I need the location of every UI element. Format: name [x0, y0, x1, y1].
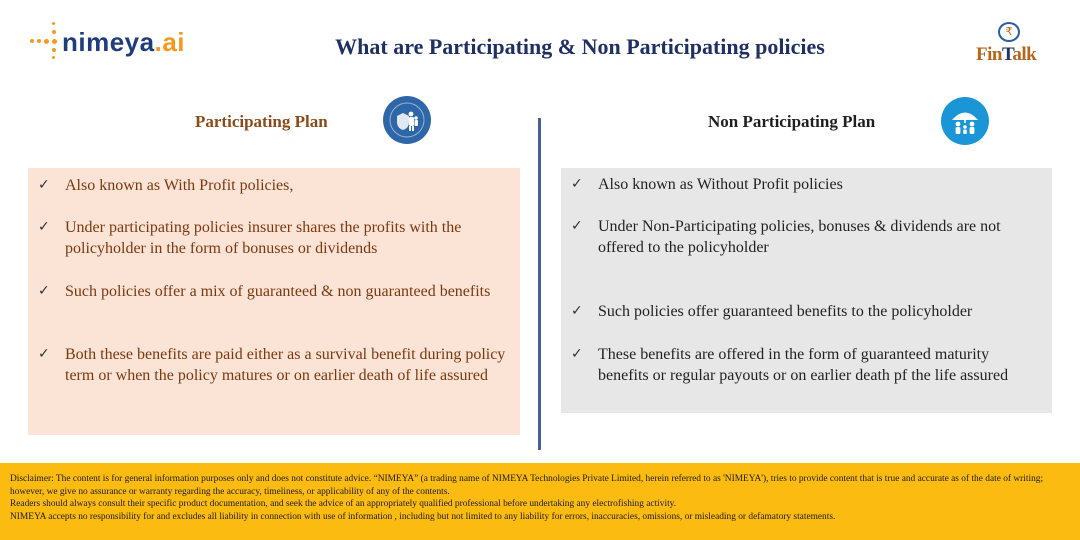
disclaimer-footer	[0, 463, 1080, 540]
participating-point	[38, 281, 508, 302]
participating-point	[38, 217, 508, 259]
check-icon: ✓	[571, 303, 583, 319]
family-shield-icon	[383, 96, 431, 144]
non-participating-point-text: Also known as Without Profit policies	[598, 176, 843, 193]
non-participating-point	[571, 216, 1041, 258]
non-participating-point	[571, 301, 1041, 322]
rupee-bubble-icon: ₹	[998, 22, 1020, 42]
fintalk-suffix: alk	[1012, 44, 1037, 65]
check-icon: ✓	[38, 283, 50, 299]
participating-point-text: Such policies offer a mix of guaranteed & non guaranteed benefits	[65, 283, 491, 300]
disclaimer-text: Readers should always consult their specific product documentation, and seek the advice of an appropriately qualified professional before undertaking any electrofishing activity.	[10, 499, 677, 510]
brand-suffix: .ai	[154, 26, 186, 57]
participating-point	[38, 344, 508, 386]
fintalk-t: T	[1001, 44, 1013, 65]
fintalk-prefix: Fin	[976, 44, 1002, 65]
participating-point-text: Under participating policies insurer shares the profits with the policyholder in the form of bonuses or dividends	[65, 219, 462, 257]
non-participating-point-text: Under Non-Participating policies, bonuses & dividends are not offered to the policyholder	[598, 218, 1001, 256]
fintalk-logo	[970, 22, 1050, 68]
participating-point-text: Both these benefits are paid either as a survival benefit during policy term or when the policy matures or on earlier death of life assured	[65, 346, 506, 384]
non-participating-point	[571, 344, 1041, 386]
page-title: What are Participating & Non Participating policies	[335, 34, 825, 59]
nimeya-logo	[28, 20, 228, 64]
disclaimer-text: NIMEYA accepts no responsibility for and excludes all liability in connection with use of information , including but not limited to any liability for errors, inaccuracies, omissions, or misleading or defamatory statements.	[10, 511, 836, 522]
non-participating-panel	[561, 168, 1052, 413]
column-divider	[538, 118, 541, 450]
check-icon: ✓	[38, 219, 50, 235]
disclaimer-text: Disclaimer: The content is for general information purposes only and does not constitute advice. “NIMEYA” (a trading name of NIMEYA Technologies Private Limited, herein referred to as 'NIMEYA'), tries to provide content that is true and accurate as of the date of writing; however, we give no assurance or warranty regarding the accuracy, timeliness, or applicability of any of the contents.	[10, 474, 1044, 497]
non-participating-point-text: These benefits are offered in the form of guaranteed maturity benefits or regular payouts or on earlier death pf the life assured	[598, 346, 1009, 384]
umbrella-family-icon	[941, 97, 989, 145]
non-participating-point-text: Such policies offer guaranteed benefits to the policyholder	[598, 303, 973, 320]
check-icon: ✓	[38, 346, 50, 362]
participating-point-text: Also known as With Profit policies,	[65, 177, 294, 194]
check-icon: ✓	[571, 346, 583, 362]
non-participating-point	[571, 174, 1041, 195]
fintalk-wordmark	[976, 44, 1036, 66]
participating-point	[38, 175, 508, 196]
check-icon: ✓	[571, 176, 583, 192]
participating-panel	[28, 168, 520, 435]
check-icon: ✓	[571, 218, 583, 234]
check-icon: ✓	[38, 177, 50, 193]
brand-name: nimeya	[62, 26, 155, 57]
non-participating-heading: Non Participating Plan	[708, 112, 876, 131]
nimeya-dots-icon	[28, 20, 62, 64]
participating-heading: Participating Plan	[195, 112, 328, 131]
nimeya-wordmark	[62, 27, 185, 58]
